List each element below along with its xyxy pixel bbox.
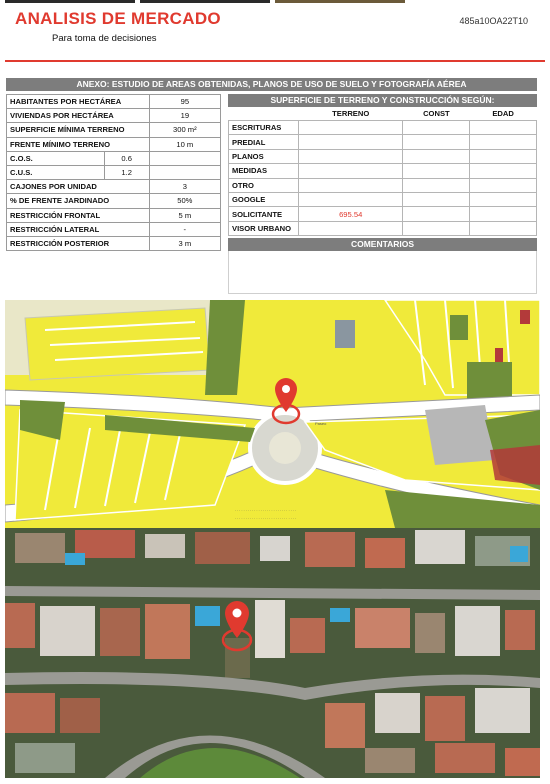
table-row	[7, 180, 221, 194]
edad-cell	[470, 149, 537, 163]
terreno-cell	[298, 121, 403, 135]
surface-table-title: SUPERFICIE DE TERRENO Y CONSTRUCCIÓN SEGÚN:	[228, 94, 537, 107]
row-label: GOOGLE	[229, 192, 299, 206]
column-header-terreno: TERRENO	[332, 109, 370, 118]
row-label: C.U.S.	[7, 165, 105, 179]
row-label: MEDIDAS	[229, 164, 299, 178]
row-value: 10 m	[149, 137, 220, 151]
row-value	[149, 151, 220, 165]
zoning-table	[6, 94, 221, 251]
table-row	[7, 123, 221, 137]
row-value: 3	[149, 180, 220, 194]
row-label: C.O.S.	[7, 151, 105, 165]
terreno-cell	[298, 221, 403, 235]
comments-title: COMENTARIOS	[228, 238, 537, 251]
edad-cell	[470, 164, 537, 178]
row-value	[149, 165, 220, 179]
table-row	[229, 192, 537, 206]
row-value: 19	[149, 109, 220, 123]
satellite-graphic	[5, 528, 540, 778]
table-row	[229, 135, 537, 149]
document-code: 485a10OA22T10	[459, 16, 528, 26]
terreno-cell	[298, 178, 403, 192]
header-divider	[5, 60, 545, 62]
top-strip-right	[275, 0, 405, 3]
row-mid-value: 1.2	[104, 165, 149, 179]
row-label: RESTRICCIÓN LATERAL	[7, 222, 150, 236]
row-label: SOLICITANTE	[229, 207, 299, 221]
edad-cell	[470, 178, 537, 192]
terreno-cell: 695.54	[298, 207, 403, 221]
edad-cell	[470, 192, 537, 206]
const-cell	[403, 135, 470, 149]
row-label: PREDIAL	[229, 135, 299, 149]
row-label: VISOR URBANO	[229, 221, 299, 235]
table-row	[7, 236, 221, 250]
terreno-cell	[298, 135, 403, 149]
row-label: CAJONES POR UNIDAD	[7, 180, 150, 194]
surface-table	[228, 107, 537, 236]
row-value: 300 m²	[149, 123, 220, 137]
document-subtitle: Para toma de decisiones	[52, 33, 157, 44]
row-label: HABITANTES POR HECTÁREA	[7, 95, 150, 109]
table-row	[7, 95, 221, 109]
terreno-cell	[298, 164, 403, 178]
row-label: FRENTE MÍNIMO TERRENO	[7, 137, 150, 151]
row-label: RESTRICCIÓN FRONTAL	[7, 208, 150, 222]
row-label: RESTRICCIÓN POSTERIOR	[7, 236, 150, 250]
location-pin-icon	[271, 376, 301, 426]
edad-cell	[470, 121, 537, 135]
edad-cell	[470, 221, 537, 235]
table-row	[229, 164, 537, 178]
table-row	[229, 221, 537, 235]
table-row	[229, 178, 537, 192]
table-row	[229, 207, 537, 221]
top-strip-left	[5, 0, 135, 3]
row-value: -	[149, 222, 220, 236]
row-label: % DE FRENTE JARDINADO	[7, 194, 150, 208]
svg-text:· · · · · · · · · · · · · · ·: · · · · · · · · · · · · · · · · · · · · · · · · · · · · ·	[235, 517, 297, 521]
const-cell	[403, 164, 470, 178]
const-cell	[403, 192, 470, 206]
comments-box	[228, 251, 537, 294]
table-row	[229, 121, 537, 135]
document-title: ANALISIS DE MERCADO	[15, 9, 221, 28]
column-header-edad: EDAD	[492, 109, 514, 118]
const-cell	[403, 149, 470, 163]
row-label: VIVIENDAS POR HECTÁREA	[7, 109, 150, 123]
table-header-row	[229, 107, 537, 121]
edad-cell	[470, 207, 537, 221]
surface-section	[228, 94, 537, 294]
row-value: 95	[149, 95, 220, 109]
table-row	[7, 208, 221, 222]
top-strip-mid	[140, 0, 270, 3]
annex-title: ANEXO: ESTUDIO DE AREAS OBTENIDAS, PLANOS DE USO DE SUELO Y FOTOGRAFÍA AÉREA	[6, 78, 537, 91]
svg-text:Paseo: Paseo	[315, 421, 327, 426]
row-mid-value: 0.6	[104, 151, 149, 165]
table-row	[7, 194, 221, 208]
blank-header	[229, 107, 299, 121]
table-row	[229, 149, 537, 163]
table-row	[7, 222, 221, 236]
const-cell	[403, 207, 470, 221]
const-cell	[403, 121, 470, 135]
land-use-map	[5, 300, 540, 528]
table-row	[7, 109, 221, 123]
const-cell	[403, 221, 470, 235]
row-label: SUPERFICIE MÍNIMA TERRENO	[7, 123, 150, 137]
row-value: 5 m	[149, 208, 220, 222]
row-label: ESCRITURAS	[229, 121, 299, 135]
table-row	[7, 137, 221, 151]
svg-text:· · · · · · · · · · · · · · ·: · · · · · · · · · · · · · · · · · · · · · · · · · · · · ·	[235, 509, 297, 513]
row-label: OTRO	[229, 178, 299, 192]
edad-cell	[470, 135, 537, 149]
satellite-photo	[5, 528, 540, 778]
location-pin-icon	[221, 600, 253, 652]
row-value: 3 m	[149, 236, 220, 250]
column-header-const: CONST	[423, 109, 450, 118]
terreno-cell	[298, 149, 403, 163]
row-label: PLANOS	[229, 149, 299, 163]
row-value: 50%	[149, 194, 220, 208]
table-row	[7, 165, 221, 179]
const-cell	[403, 178, 470, 192]
table-row	[7, 151, 221, 165]
terreno-cell	[298, 192, 403, 206]
